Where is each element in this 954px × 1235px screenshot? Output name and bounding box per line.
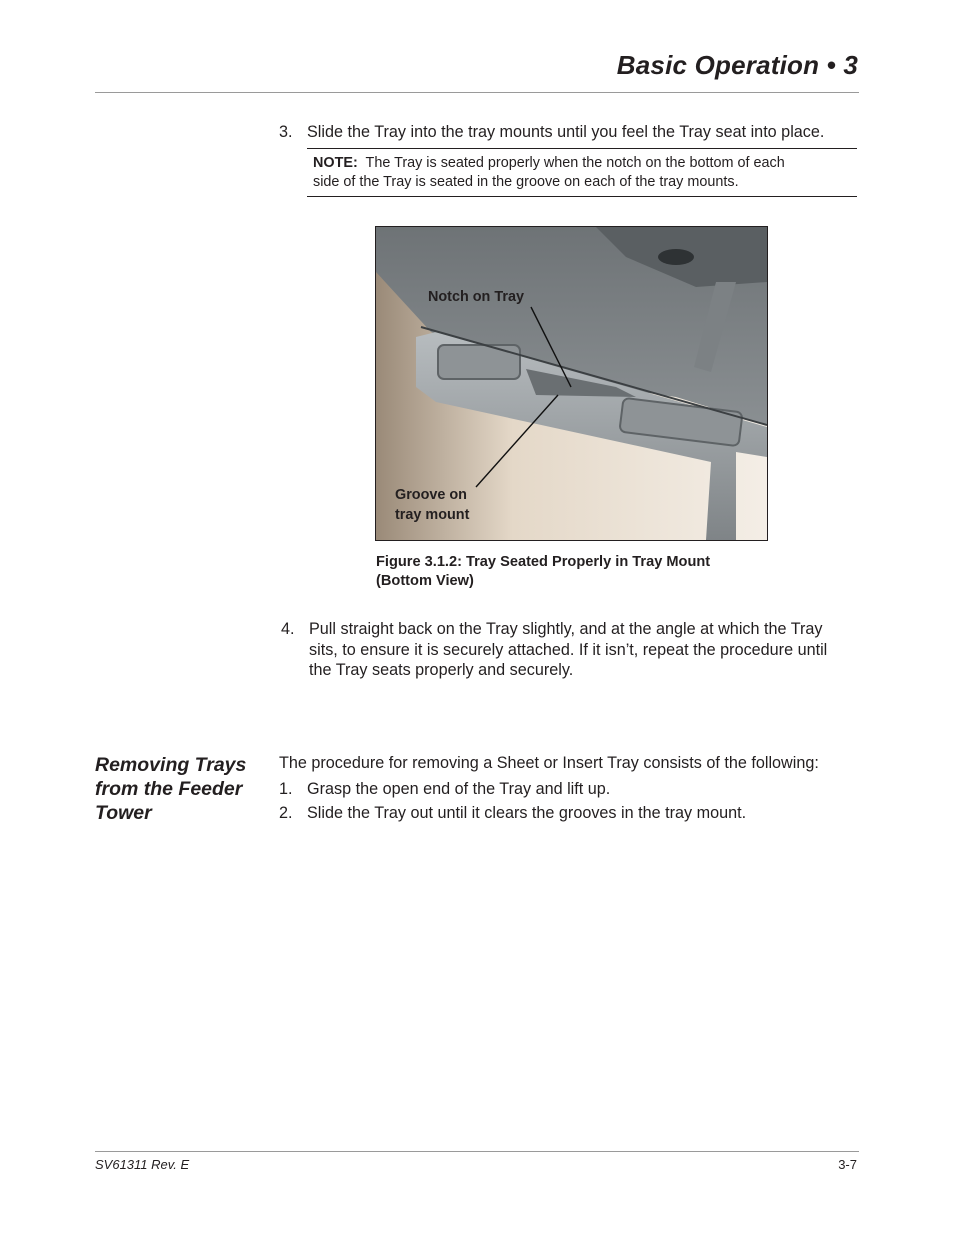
step-number: 3. xyxy=(279,123,293,141)
callout-groove-label xyxy=(395,486,469,525)
callout-notch-label: Notch on Tray xyxy=(428,289,524,305)
step-number: 1. xyxy=(279,780,293,798)
section-heading-line1: Removing Trays xyxy=(95,754,247,776)
footer-doc-id: SV61311 Rev. E xyxy=(95,1157,190,1172)
callout-groove-line2: tray mount xyxy=(395,506,470,523)
note-text-line1: The Tray is seated properly when the notch on the bottom of each xyxy=(365,155,785,171)
note-box xyxy=(307,148,857,197)
note-text-line2: side of the Tray is seated in the groove on each of the tray mounts. xyxy=(313,174,739,190)
step-text: Slide the Tray into the tray mounts until you feel the Tray seat into place. xyxy=(307,123,825,141)
footer-page-number: 3-7 xyxy=(838,1157,857,1172)
section-intro: The procedure for removing a Sheet or Insert Tray consists of the following: xyxy=(279,754,819,772)
step-number: 4. xyxy=(281,620,295,638)
callout-groove-line1: Groove on xyxy=(395,487,467,503)
step-text-line2: sits, to ensure it is securely attached. If it isn’t, repeat the procedure until xyxy=(309,640,828,659)
step-number: 2. xyxy=(279,804,293,822)
section-heading-line3: Tower xyxy=(95,802,152,824)
figure-caption xyxy=(376,553,756,591)
tray-mount-photo xyxy=(375,226,768,541)
note-label: NOTE: xyxy=(313,155,358,171)
caption-line2: (Bottom View) xyxy=(376,573,474,589)
caption-line1: Figure 3.1.2: Tray Seated Properly in Tray Mount xyxy=(376,554,711,570)
header-divider xyxy=(95,92,859,93)
step-text-line1: Pull straight back on the Tray slightly, and at the angle at which the Tray xyxy=(309,620,823,638)
section-heading xyxy=(95,753,270,825)
section-heading-line2: from the Feeder xyxy=(95,778,243,800)
step-text: Slide the Tray out until it clears the grooves in the tray mount. xyxy=(307,804,747,822)
step-text: Grasp the open end of the Tray and lift up. xyxy=(307,780,611,798)
page-header-title: Basic Operation • 3 xyxy=(616,50,858,80)
step-text-line3: the Tray seats properly and securely. xyxy=(309,661,574,679)
footer-divider xyxy=(95,1151,859,1152)
